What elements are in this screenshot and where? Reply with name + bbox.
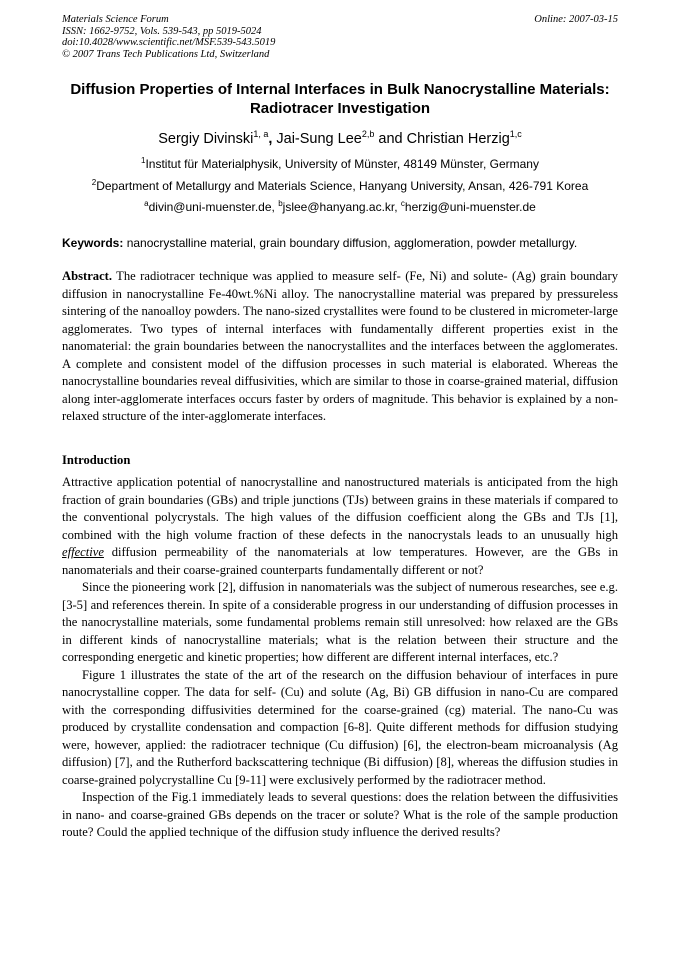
paragraph: Inspection of the Fig.1 immediately leads to several questions: does the relation between the diffusivities in nano- and coarse-grained GBs depends on the tracer or solute? What is the role of the sample production route? Could the applied technique of the diffusion study influence the derived results? (62, 790, 618, 839)
journal-header (62, 14, 618, 60)
paragraph-text: diffusion permeability of the nanomaterials at low temperatures. However, are the GBs in nanomaterials and their coarse-grained counterparts fundamentally different or not? (62, 545, 618, 577)
paragraph-text: Attractive application potential of nanocrystalline and nanostructured materials is anticipated from the high fraction of grain boundaries (GBs) and triple junctions (TJs) between grains in these materials if compared to the conventional polycrystals. The high values of the diffusion coefficient along the GBs and TJs [1], combined with the high volume fraction of these defects in the nanocrystals leads to an unusually high (62, 475, 618, 542)
email-superscript: b (278, 199, 283, 208)
abstract-text: The radiotracer technique was applied to measure self- (Fe, Ni) and solute- (Ag) grain boundary diffusion in nanocrystalline Fe-40wt.%Ni alloy. The nanocrystalline material was prepared by pressureless sintering of the nanoalloy powders. The nano-sized crystallites were found to be clustered in micrometer-large agglomerates. Two types of internal interfaces with fundamentally different properties exist in the nanomaterial: the grain boundaries between the nanocrystallites and the interfaces between the agglomerates. A complete and consistent model of the diffusion processes in such material is elaborated. Whereas the nanocrystalline boundaries reveal diffusivities, which are similar to those in coarse-grained material, diffusion along inter-agglomerate interfaces occurs faster by orders of magnitude. This behavior is explained by a non-relaxed structure of the inter-agglomerate interfaces. (62, 269, 618, 423)
author-separator: and (374, 131, 407, 147)
paragraph: Figure 1 illustrates the state of the art of the research on the diffusion behaviour of interfaces in pure nanocrystalline copper. The data for self- (Cu) and solute (Ag, Bi) GB diffusion in nano-Cu are compared with the corresponding diffusivities determined for the coarse-grained (cg) material. The nano-Cu was produced by crystallite condensation and compaction [6-8]. Quite different methods for diffusion studying were, however, applied: the radiotracer technique (Cu diffusion) [6], the electron-beam microanalysis (Ag diffusion) [7], and the Rutherford backscattering technique (Bi diffusion) [8], whereas the diffusion studies in coarse-grained polycrystalline Cu [9-11] were exclusively performed by the radiotracer method. (62, 667, 618, 787)
journal-name: Materials Science Forum (62, 14, 169, 25)
author-superscript: 2,b (361, 129, 375, 140)
email-address: jslee@hanyang.ac.kr, (282, 200, 401, 214)
abstract (62, 268, 618, 426)
issn-line: ISSN: 1662-9752, Vols. 539-543, pp 5019-5024 (62, 25, 262, 37)
paragraph: Since the pioneering work [2], diffusion in nanomaterials was the subject of numerous researches, see e.g. [3-5] and references therein. In spite of a considerable progress in our understanding of diffusion processes in the nanocrystalline materials, some fundamental problems remain still unresolved: how relaxed are the GBs in different kinds of nanocrystalline materials; what is the relation between their structure and the corresponding energetic and kinetic properties; how different are different internal interfaces, etc.? (62, 580, 618, 664)
author-name: Jai-Sung Lee (276, 131, 362, 147)
author-name: Sergiy Divinski (158, 131, 254, 147)
affiliation-1 (40, 157, 640, 172)
affiliation-superscript: 2 (91, 178, 97, 187)
affiliation-2 (40, 179, 640, 194)
email-superscript: a (144, 199, 149, 208)
affiliation-superscript: 1 (141, 156, 146, 165)
online-date: Online: 2007-03-15 (534, 14, 618, 25)
author-line (62, 129, 618, 149)
keywords-label: Keywords: (62, 236, 124, 250)
doi-line: doi:10.4028/www.scientific.net/MSF.539-543.5019 (62, 37, 276, 48)
copyright-line: © 2007 Trans Tech Publications Ltd, Switzerland (62, 48, 270, 60)
email-address: divin@uni-muenster.de, (148, 200, 279, 214)
email-superscript: c (400, 199, 405, 208)
affiliation-text: Department of Metallurgy and Materials Science, Hanyang University, Ansan, 426-791 Korea (96, 179, 589, 193)
author-superscript: 1, a (253, 129, 269, 140)
abstract-label: Abstract. (62, 269, 113, 283)
email-line (40, 200, 640, 215)
keywords (62, 236, 618, 251)
paper-title: Diffusion Properties of Internal Interfaces in Bulk Nanocrystalline Materials: Radiotracer Investigation (70, 81, 610, 117)
author-name: Christian Herzig (406, 131, 510, 147)
author-separator: , (268, 131, 277, 147)
section-heading-introduction: Introduction (62, 453, 131, 467)
author-superscript: 1,c (509, 129, 522, 140)
keywords-text: nanocrystalline material, grain boundary diffusion, agglomeration, powder metallurgy. (123, 236, 578, 250)
emphasized-word: effective (62, 545, 104, 559)
email-address: herzig@uni-muenster.de (404, 200, 536, 214)
introduction-body (62, 474, 618, 842)
affiliation-text: Institut für Materialphysik, University of Münster, 48149 Münster, Germany (145, 157, 539, 171)
paragraph (62, 474, 618, 579)
